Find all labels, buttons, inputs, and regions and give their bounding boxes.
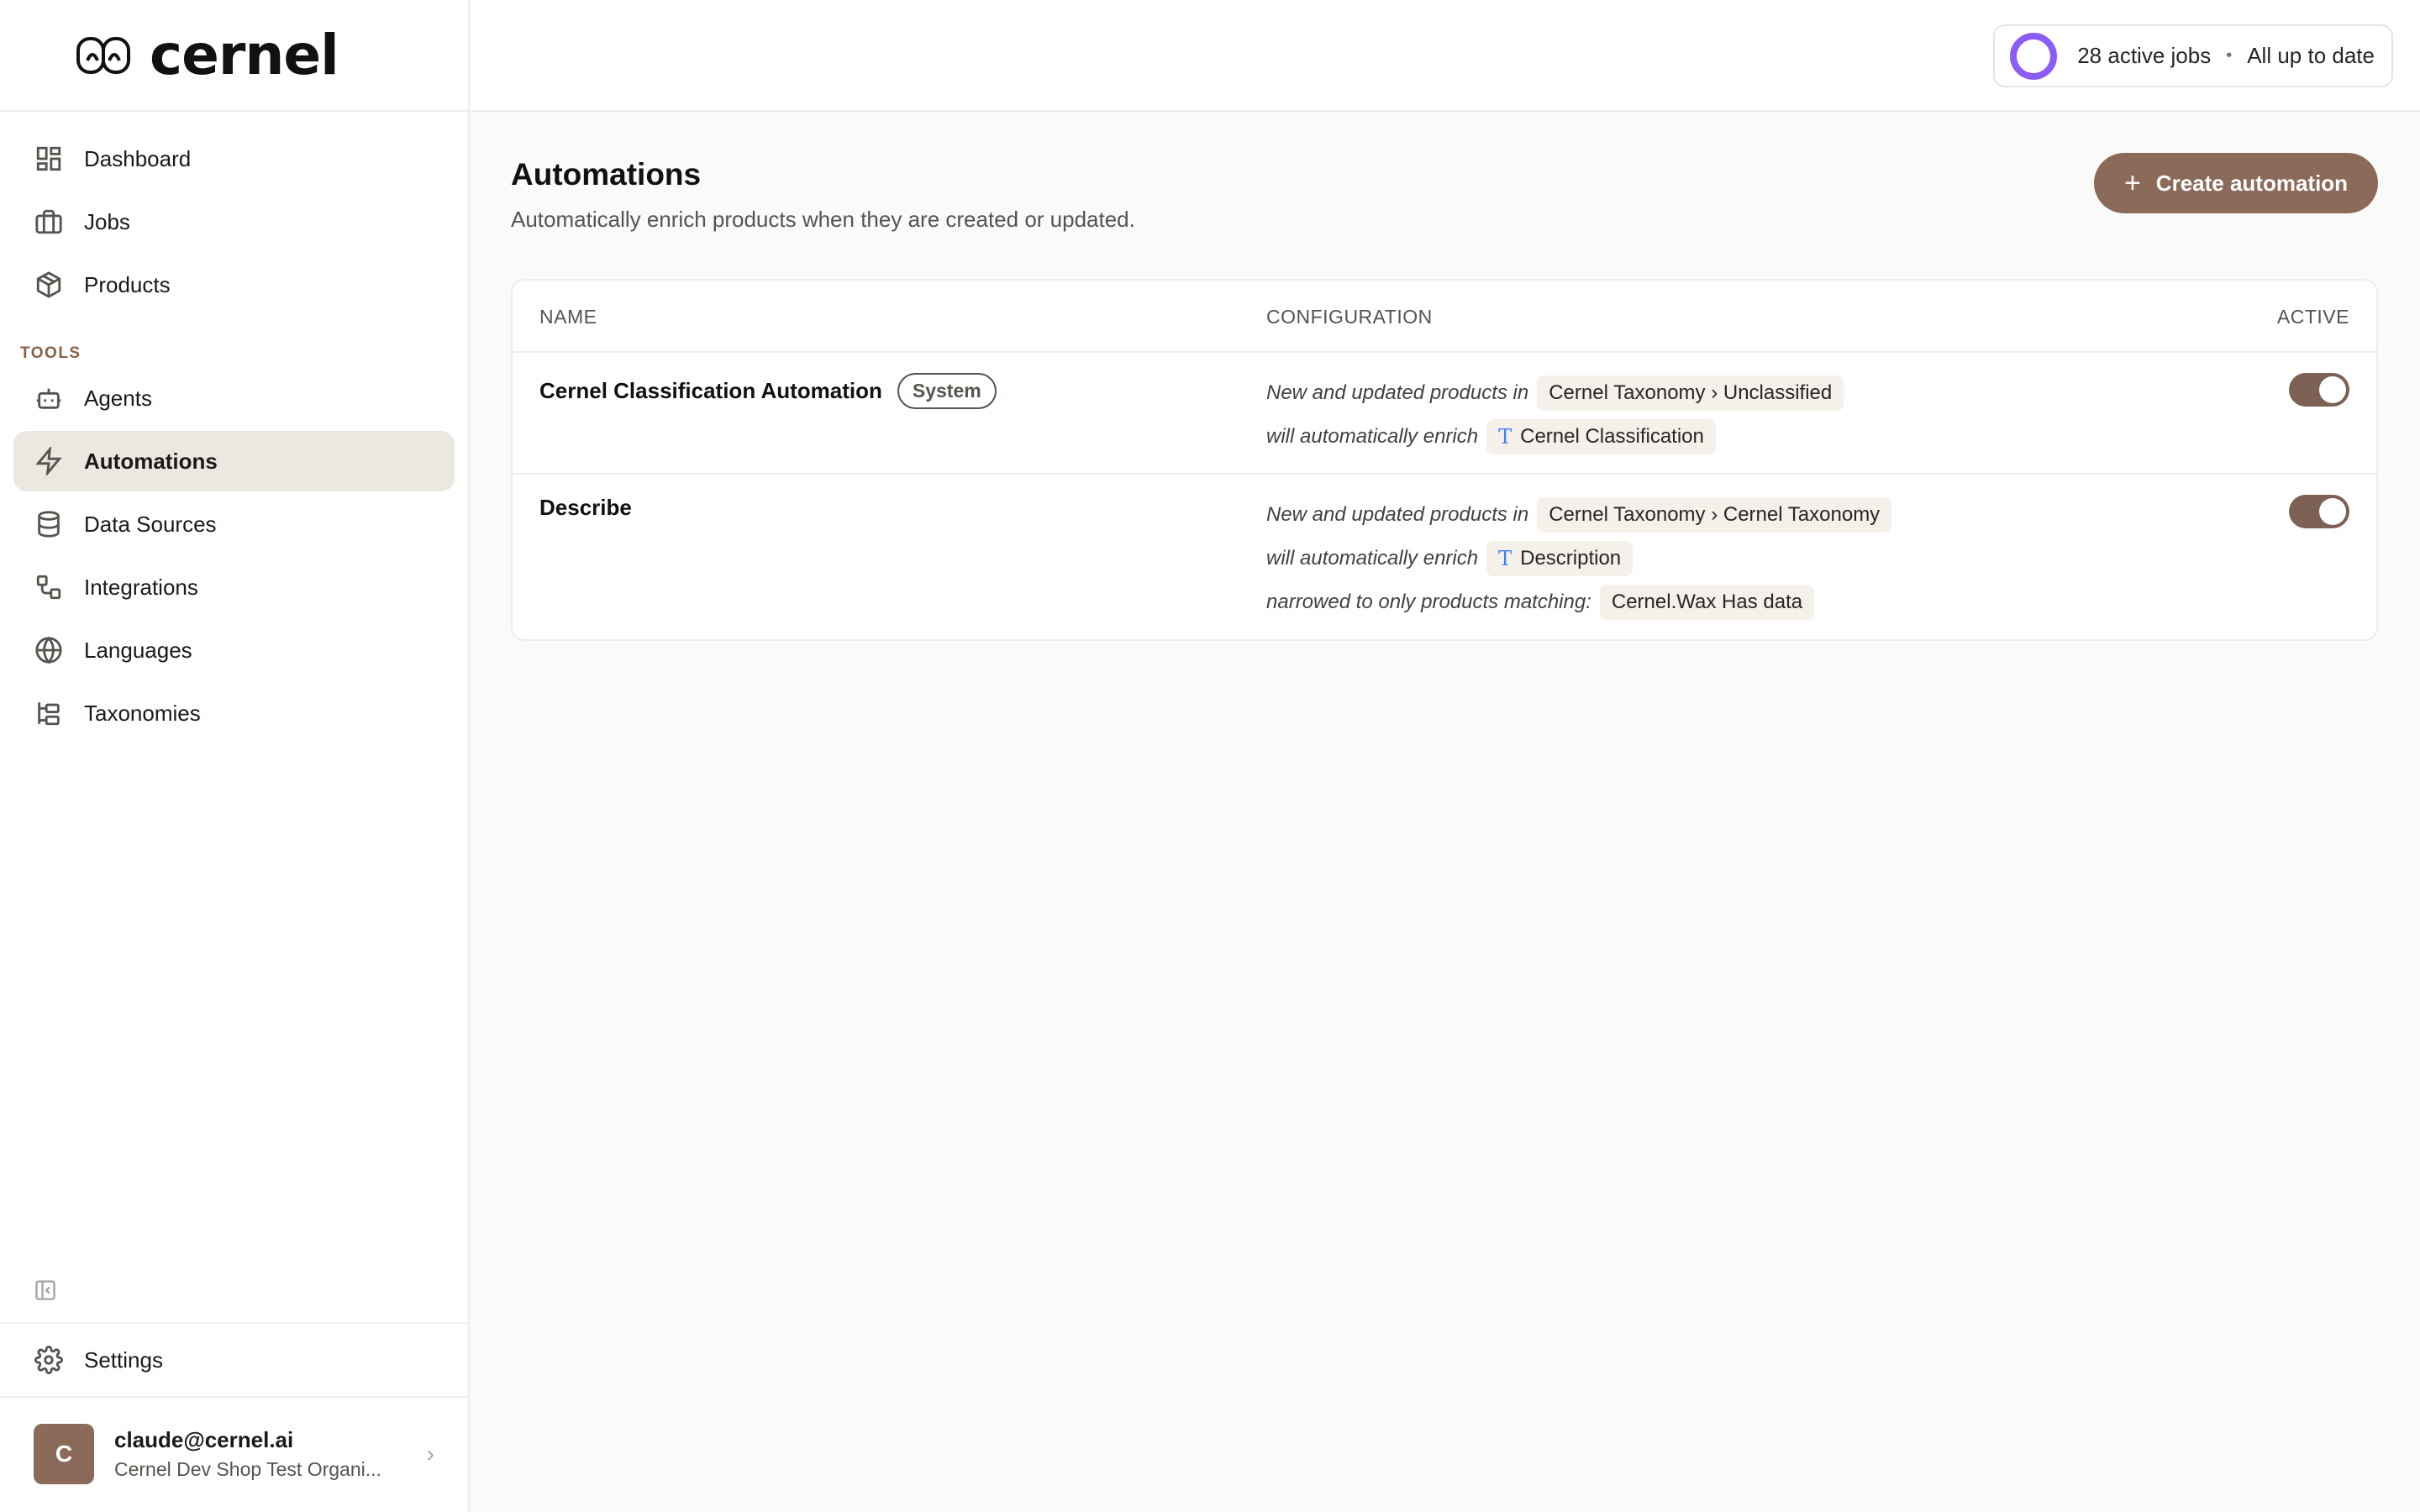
page-title: Automations xyxy=(511,157,702,192)
user-info xyxy=(114,1427,427,1481)
enrich-field-label: Description xyxy=(1520,547,1622,570)
sidebar-item-dashboard[interactable] xyxy=(13,129,455,189)
cernel-logo-icon xyxy=(76,35,133,76)
enrich-line xyxy=(1266,415,1844,459)
sidebar-item-languages[interactable] xyxy=(13,620,455,680)
logo-wordmark: cernel xyxy=(150,23,339,87)
collapse-sidebar-button[interactable] xyxy=(34,1278,60,1305)
sidebar-item-agents[interactable] xyxy=(13,368,455,428)
page-subtitle: Automatically enrich products when they are created or updated. xyxy=(511,207,1135,232)
trigger-line xyxy=(1266,371,1844,415)
job-progress-ring-icon xyxy=(2010,33,2057,80)
table-row[interactable] xyxy=(513,475,2376,639)
sidebar-item-integrations[interactable] xyxy=(13,557,455,617)
sidebar-item-label: Jobs xyxy=(84,208,130,234)
jobs-status-indicator[interactable] xyxy=(1993,24,2393,87)
user-menu[interactable] xyxy=(34,1424,434,1484)
toggle-knob xyxy=(2319,376,2346,403)
logo[interactable] xyxy=(0,0,468,112)
column-header-active: ACTIVE xyxy=(2276,306,2349,328)
dashboard-icon xyxy=(34,144,64,174)
sidebar-item-label: Data Sources xyxy=(84,511,217,537)
automation-name: Cernel Classification Automation xyxy=(539,378,882,403)
sidebar-item-label: Dashboard xyxy=(84,145,192,171)
briefcase-icon xyxy=(34,207,64,237)
sidebar-item-label: Automations xyxy=(84,448,218,474)
taxonomy-chip: Cernel Taxonomy › Cernel Taxonomy xyxy=(1537,497,1891,533)
active-toggle[interactable] xyxy=(2289,373,2349,407)
create-automation-label: Create automation xyxy=(2155,170,2349,196)
create-automation-button[interactable] xyxy=(2094,153,2378,213)
collapse-sidebar-icon xyxy=(34,1278,57,1302)
enrich-field-chip xyxy=(1486,541,1633,576)
filter-line xyxy=(1266,580,1891,624)
sidebar-item-label: Products xyxy=(84,271,171,297)
sidebar xyxy=(0,0,470,1512)
sidebar-item-label: Languages xyxy=(84,637,192,663)
sidebar-item-label: Settings xyxy=(84,1347,163,1373)
separator-dot: • xyxy=(2226,46,2233,65)
user-email: claude@cernel.ai xyxy=(114,1427,294,1452)
table-row[interactable] xyxy=(513,353,2376,475)
package-icon xyxy=(34,270,64,300)
robot-icon xyxy=(34,383,64,413)
automation-configuration xyxy=(1266,371,1844,459)
main-nav xyxy=(0,112,468,743)
tools-section-label: TOOLS xyxy=(20,344,82,362)
gear-icon xyxy=(34,1345,64,1375)
user-organization: Cernel Dev Shop Test Organi... xyxy=(114,1458,381,1480)
sidebar-item-data-sources[interactable] xyxy=(13,494,455,554)
column-header-name: NAME xyxy=(539,306,597,328)
filter-text: narrowed to only products matching: xyxy=(1266,591,1591,613)
lightning-icon xyxy=(34,446,64,476)
active-jobs-count: 28 active jobs xyxy=(2077,43,2212,68)
toggle-knob xyxy=(2319,498,2346,525)
automation-name-cell xyxy=(539,495,632,521)
sidebar-item-label: Integrations xyxy=(84,574,198,600)
enrich-text: will automatically enrich xyxy=(1266,547,1479,570)
column-header-configuration: CONFIGURATION xyxy=(1266,306,1433,328)
sidebar-item-taxonomies[interactable] xyxy=(13,683,455,743)
table-header xyxy=(513,281,2376,353)
text-field-icon: T xyxy=(1498,547,1512,570)
divider xyxy=(0,1396,468,1398)
database-icon xyxy=(34,509,64,539)
enrich-field-label: Cernel Classification xyxy=(1520,425,1704,448)
automation-configuration xyxy=(1266,493,1891,624)
filter-chip: Cernel.Wax Has data xyxy=(1600,585,1814,620)
automations-table xyxy=(511,279,2378,641)
top-bar xyxy=(471,0,2420,112)
avatar: C xyxy=(34,1424,94,1484)
sync-status: All up to date xyxy=(2247,43,2375,68)
trigger-text: New and updated products in xyxy=(1266,503,1529,526)
enrich-text: will automatically enrich xyxy=(1266,425,1479,448)
taxonomy-chip: Cernel Taxonomy › Unclassified xyxy=(1537,375,1844,411)
sidebar-item-automations[interactable] xyxy=(13,431,455,491)
sidebar-item-settings[interactable] xyxy=(13,1330,455,1390)
trigger-text: New and updated products in xyxy=(1266,381,1529,404)
active-toggle[interactable] xyxy=(2289,495,2349,528)
plus-icon: + xyxy=(2123,167,2141,199)
taxonomy-icon xyxy=(34,698,64,728)
divider xyxy=(0,1322,468,1324)
integrations-icon xyxy=(34,572,64,602)
sidebar-item-products[interactable] xyxy=(13,255,455,315)
sidebar-item-label: Agents xyxy=(84,385,152,411)
trigger-line xyxy=(1266,493,1891,537)
sidebar-item-label: Taxonomies xyxy=(84,700,201,726)
automation-name: Describe xyxy=(539,495,632,520)
globe-icon xyxy=(34,635,64,665)
enrich-line xyxy=(1266,537,1891,580)
chevron-right-icon: › xyxy=(426,1441,434,1467)
enrich-field-chip xyxy=(1486,419,1716,454)
system-badge: System xyxy=(897,373,997,409)
sidebar-item-jobs[interactable] xyxy=(13,192,455,252)
text-field-icon: T xyxy=(1498,425,1512,449)
automation-name-cell xyxy=(539,373,997,409)
